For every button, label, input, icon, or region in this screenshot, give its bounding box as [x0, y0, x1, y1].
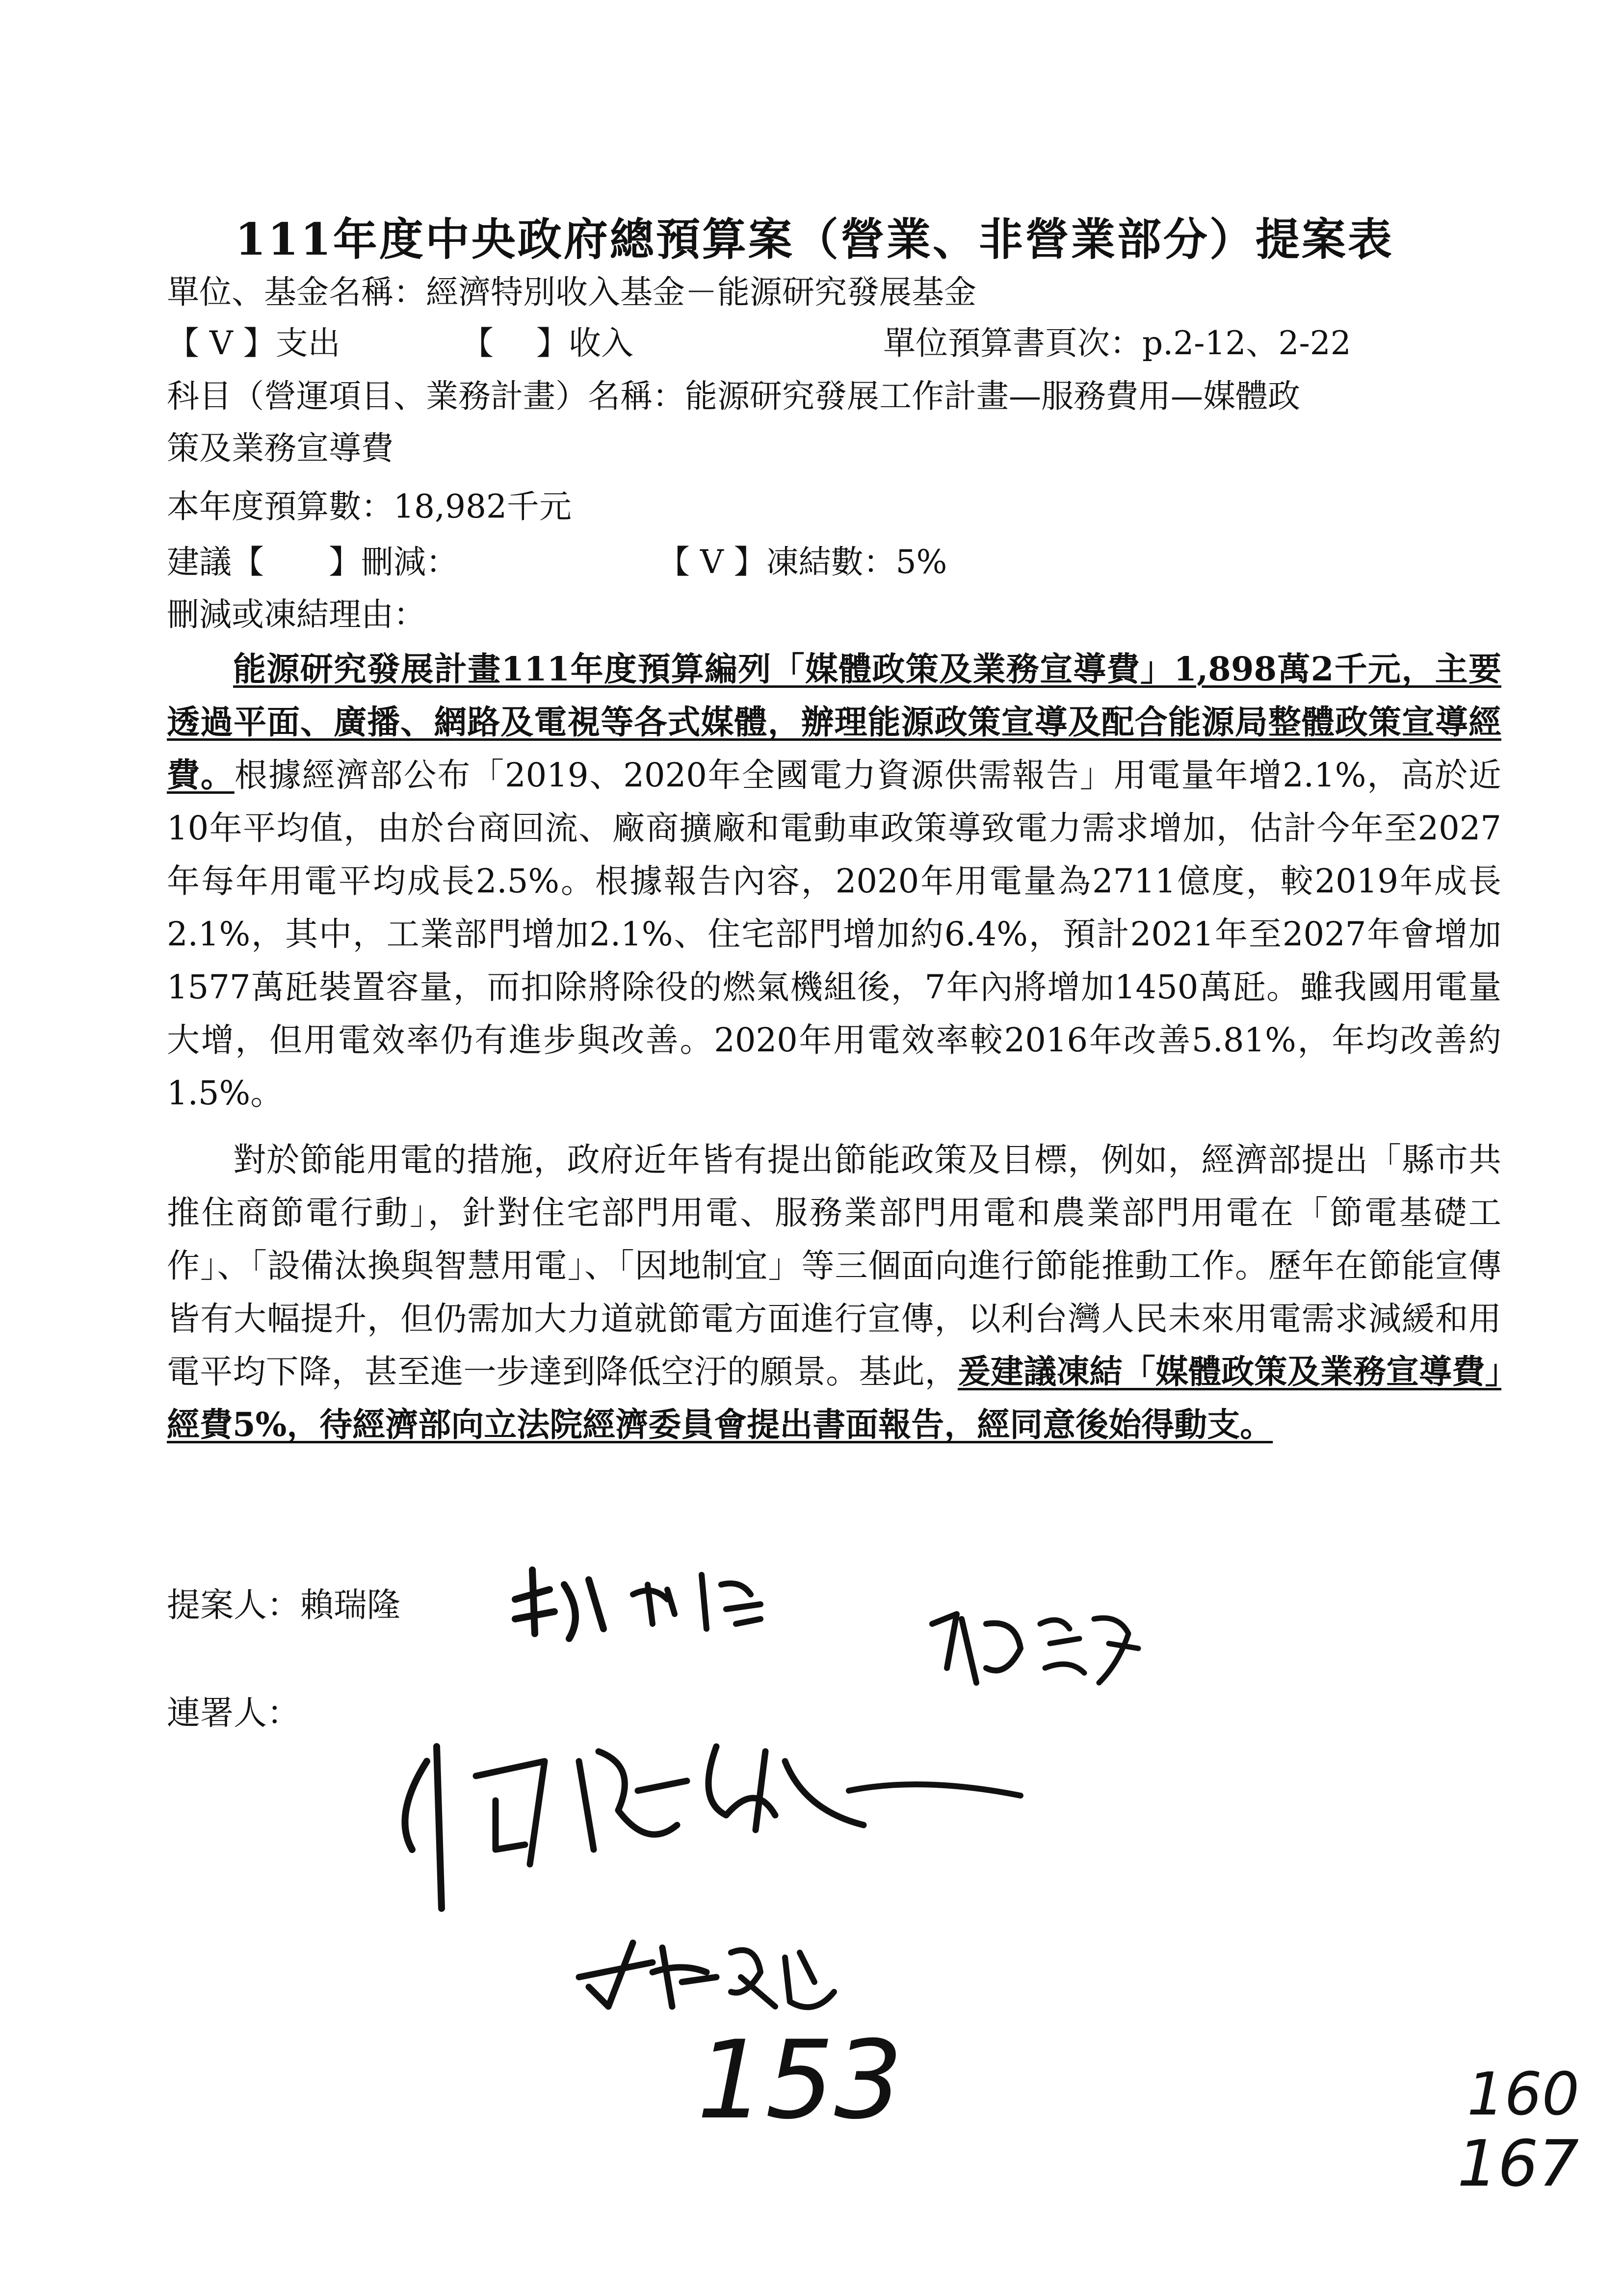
- reason-paragraph-2: [167, 1133, 1501, 1451]
- paragraph-2-body: 對於節能用電的措施，政府近年皆有提出節能政策及目標，例如，經濟部提出「縣市共推住商節電行動」，針對住宅部門用電、服務業部門用電和農業部門用電在「節電基礎工作」、「設備汰換與智慧用電」、「因地制宜」等三個面向進行節能推動工作。歷年在節能宣傳皆有大幅提升，但仍需加大力道就節電方面進行宣傳，以利台灣人民未來用電需求減緩和用電平均下降，甚至進一步達到降低空汙的願景。基此，: [167, 1141, 1501, 1391]
- paragraph-1-emphasis: 能源研究發展計畫111年度預算編列「媒體政策及業務宣導費」1,898萬2千元，主要透過平面、廣播、網路及電視等各式媒體，辦理能源政策宣導及配合能源局整體政策宣導經費。: [167, 650, 1501, 794]
- proposal-row: [167, 539, 947, 586]
- cosigner-signature-1: [922, 1594, 1148, 1702]
- subject-line-1: 科目（營運項目、業務計畫）名稱：能源研究發展工作計畫—服務費用—媒體政: [167, 377, 1300, 415]
- income-checkbox-label: 【 】收入: [461, 324, 633, 362]
- budget-page-reference: 單位預算書頁次：p.2-12、2-22: [883, 324, 1351, 362]
- proposer-label: 提案人：賴瑞隆: [167, 1586, 401, 1625]
- page-number-bottom: 167: [1457, 2126, 1579, 2201]
- budget-amount: 本年度預算數：18,982千元: [167, 488, 572, 525]
- cosigner-signature-2: [383, 1702, 1030, 1928]
- paragraph-1-body: 根據經濟部公布「2019、2020年全國電力資源供需報告」用電量年增2.1%，高於近10年平均值，由於台商回流、廠商擴廠和電動車政策導致電力需求增加，估計今年至2027年每年用電平均成長2.5%。根據報告內容，2020年用電量為2711億度，較2019年成長2.1%，其中，工業部門增加2.1%、住宅部門增加約6.4%，預計2021年至2027年會增加1577萬瓩裝置容量，而扣除將除役的燃氣機組後，7年內將增加1450萬瓩。雖我國用電量大增，但用電效率仍有進步與改善。2020年用電效率較2016年改善5.81%，年均改善約1.5%。: [167, 756, 1502, 1112]
- type-row: [167, 320, 1351, 367]
- unit-fund-name: 單位、基金名稱：經濟特別收入基金－能源研究發展基金: [167, 273, 976, 311]
- freeze-amount: 【 V 】凍結數：5%: [657, 543, 947, 581]
- subject-line-2: 策及業務宣導費: [167, 429, 393, 467]
- proposer-signature: [505, 1555, 780, 1653]
- paragraph-2-emphasis: 爰建議凍結「媒體政策及業務宣導費」經費5%，待經濟部向立法院經濟委員會提出書面報告，經同意後始得動支。: [167, 1352, 1502, 1444]
- handwritten-page-number: 153: [697, 2017, 903, 2143]
- reason-paragraph-1: [167, 643, 1501, 1120]
- reduction-label: 建議【 】刪減：: [167, 543, 458, 581]
- page-number-top: 160: [1467, 2061, 1580, 2129]
- cosigner-label: 連署人：: [167, 1694, 301, 1733]
- expense-checkbox-label: 【 V 】支出: [167, 324, 341, 362]
- reason-label: 刪減或凍結理由：: [167, 596, 426, 633]
- cosigner-signature-3: [569, 1923, 844, 2021]
- page-title: 111年度中央政府總預算案（營業、非營業部分）提案表: [235, 213, 1394, 265]
